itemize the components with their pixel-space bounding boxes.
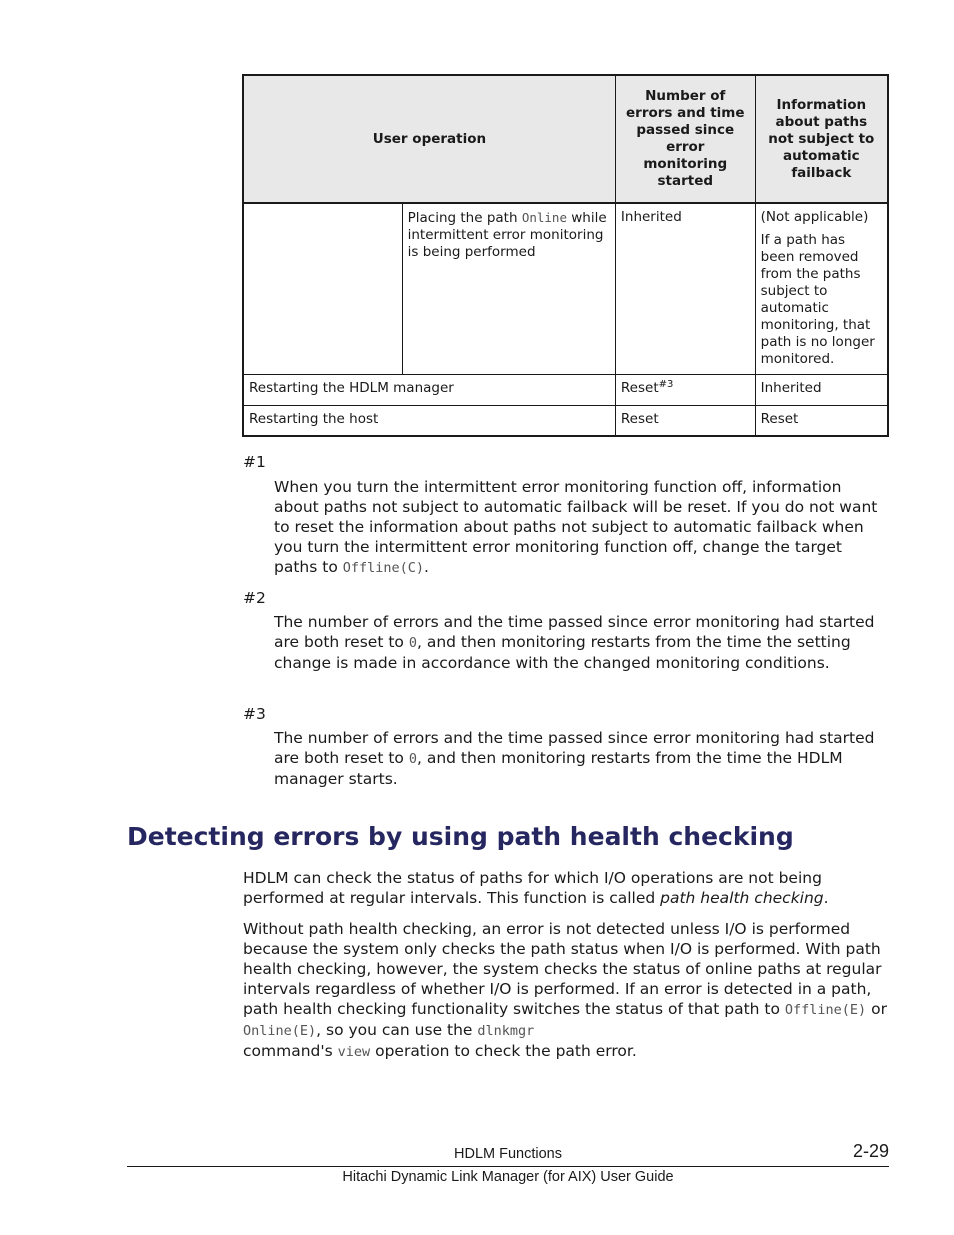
paragraph-2: Without path health checking, an error is not detected unless I/O is performed because the system only checks the path status when I/O is performed. With path health checking, however, the system checks the status of online paths at regular intervals regardless of whether I/O is performed. If an error is detected in a path, path health checking functionality switches the status of that path to Offline(E) or Online(E), so you can use the dlnkmgr command's view operation to check the path error. [243, 920, 887, 1060]
header-user-operation: User operation [243, 75, 615, 203]
row1-operation: Placing the path Online while intermittent error monitoring is being performed [402, 203, 615, 375]
note-1-text: When you turn the intermittent error monitoring function off, information about paths not subject to automatic failback will be reset. If you do not want to reset the information about paths not subject to automatic failback when you turn the intermittent error monitoring function off, change the target paths to Offline(C). [274, 478, 878, 576]
header-info-paths: Information about paths not subject to automatic failback [755, 75, 888, 203]
footer-rule [127, 1166, 889, 1167]
header-errors-time: Number of errors and time passed since error monitoring started [615, 75, 755, 203]
row3-errors: Reset [615, 406, 755, 436]
note-2-text: The number of errors and the time passed since error monitoring had started are both reset to 0, and then monitoring restarts from the time the setting change is made in accordance with the changed monitoring conditions. [274, 613, 875, 672]
row3-operation: Restarting the host [243, 406, 615, 436]
row2-info: Inherited [755, 375, 888, 406]
user-operation-table [242, 74, 889, 437]
section-heading: Detecting errors by using path health checking [127, 822, 794, 851]
note-1-label: #1 [243, 453, 266, 471]
row1-info: (Not applicable) If a path has been removed from the paths subject to automatic monitoring, that path is no longer monitored. [755, 203, 888, 375]
note-2-label: #2 [243, 589, 266, 607]
table-row [243, 203, 888, 375]
row2-operation: Restarting the HDLM manager [243, 375, 615, 406]
row3-info: Reset [755, 406, 888, 436]
note-3-text: The number of errors and the time passed since error monitoring had started are both reset to 0, and then monitoring restarts from the time the HDLM manager starts. [274, 729, 875, 788]
table-row [243, 406, 888, 436]
page-number: 2-29 [852, 1141, 889, 1161]
code-online: Online [521, 210, 567, 225]
footer-book-title: Hitachi Dynamic Link Manager (for AIX) User Guide [342, 1169, 674, 1185]
paragraph-1: HDLM can check the status of paths for which I/O operations are not being performed at regular intervals. This function is called path health checking. [243, 869, 829, 907]
empty-cell [243, 203, 402, 375]
note-3-label: #3 [243, 705, 266, 723]
table-row [243, 375, 888, 406]
row2-errors: Reset$^{\#3}$ [615, 375, 755, 406]
footer-chapter: HDLM Functions [454, 1146, 562, 1162]
row1-errors: Inherited [615, 203, 755, 375]
footnote-ref: #3 [658, 379, 674, 390]
